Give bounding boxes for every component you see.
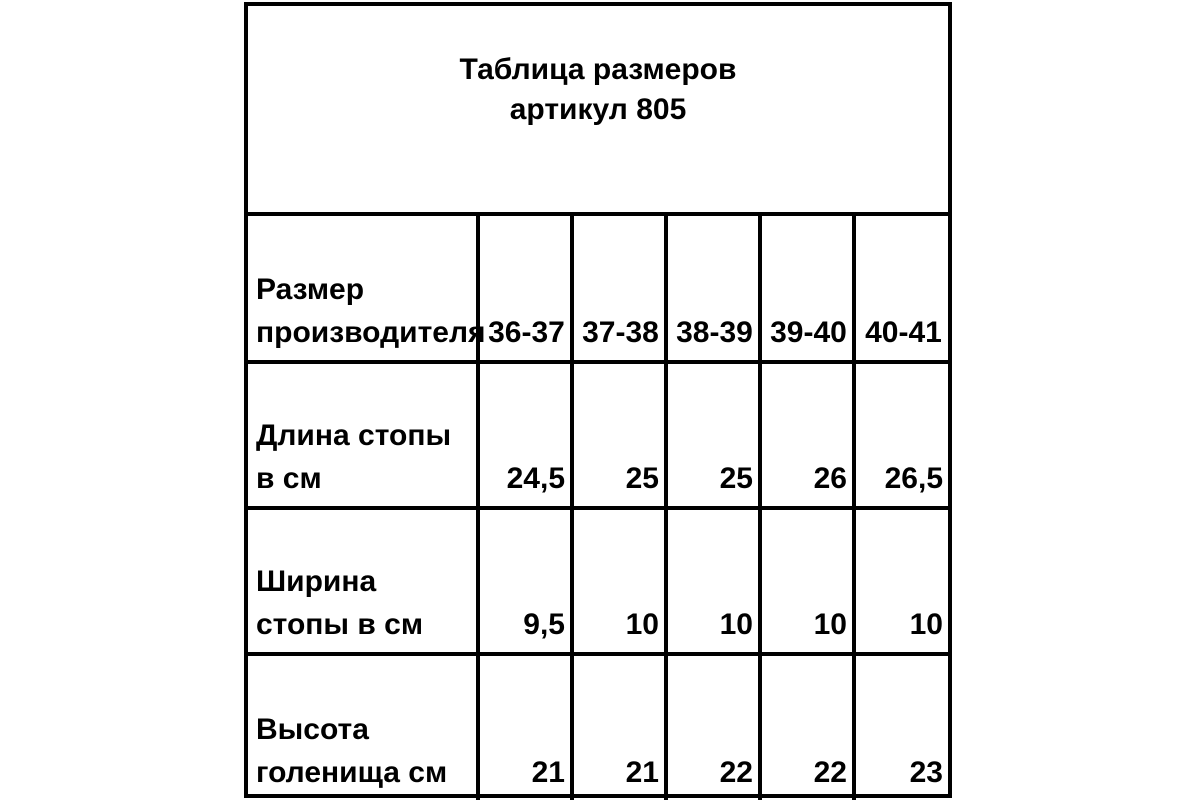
size-table [248, 216, 948, 800]
table-cell: 21 [478, 654, 572, 800]
row-label-foot-width: Ширина стопы в см [248, 508, 478, 654]
table-cell: 22 [760, 654, 854, 800]
table-cell: 9,5 [478, 508, 572, 654]
title-box [248, 6, 948, 216]
table-cell: 23 [854, 654, 948, 800]
table-cell: 25 [666, 362, 760, 508]
size-header-cell: 39-40 [760, 216, 854, 362]
table-cell: 10 [854, 508, 948, 654]
row-label-shaft-height: Высота голенища см [248, 654, 478, 800]
table-cell: 22 [666, 654, 760, 800]
table-cell: 10 [760, 508, 854, 654]
size-header-cell: 38-39 [666, 216, 760, 362]
table-row-foot-length [248, 362, 948, 508]
table-row-shaft-height [248, 654, 948, 800]
size-chart [244, 2, 952, 798]
chart-title: Таблица размеров [459, 53, 737, 86]
table-cell: 25 [572, 362, 666, 508]
table-cell: 26,5 [854, 362, 948, 508]
row-label-foot-length: Длина стопы в см [248, 362, 478, 508]
size-header-cell: 36-37 [478, 216, 572, 362]
table-cell: 26 [760, 362, 854, 508]
table-cell: 24,5 [478, 362, 572, 508]
article-number: артикул 805 [509, 93, 687, 126]
table-row-foot-width [248, 508, 948, 654]
table-row-header [248, 216, 948, 362]
size-header-cell: 37-38 [572, 216, 666, 362]
row-label-manufacturer-size: Размер производителя [248, 216, 478, 362]
size-header-cell: 40-41 [854, 216, 948, 362]
table-cell: 10 [666, 508, 760, 654]
table-cell: 21 [572, 654, 666, 800]
table-cell: 10 [572, 508, 666, 654]
